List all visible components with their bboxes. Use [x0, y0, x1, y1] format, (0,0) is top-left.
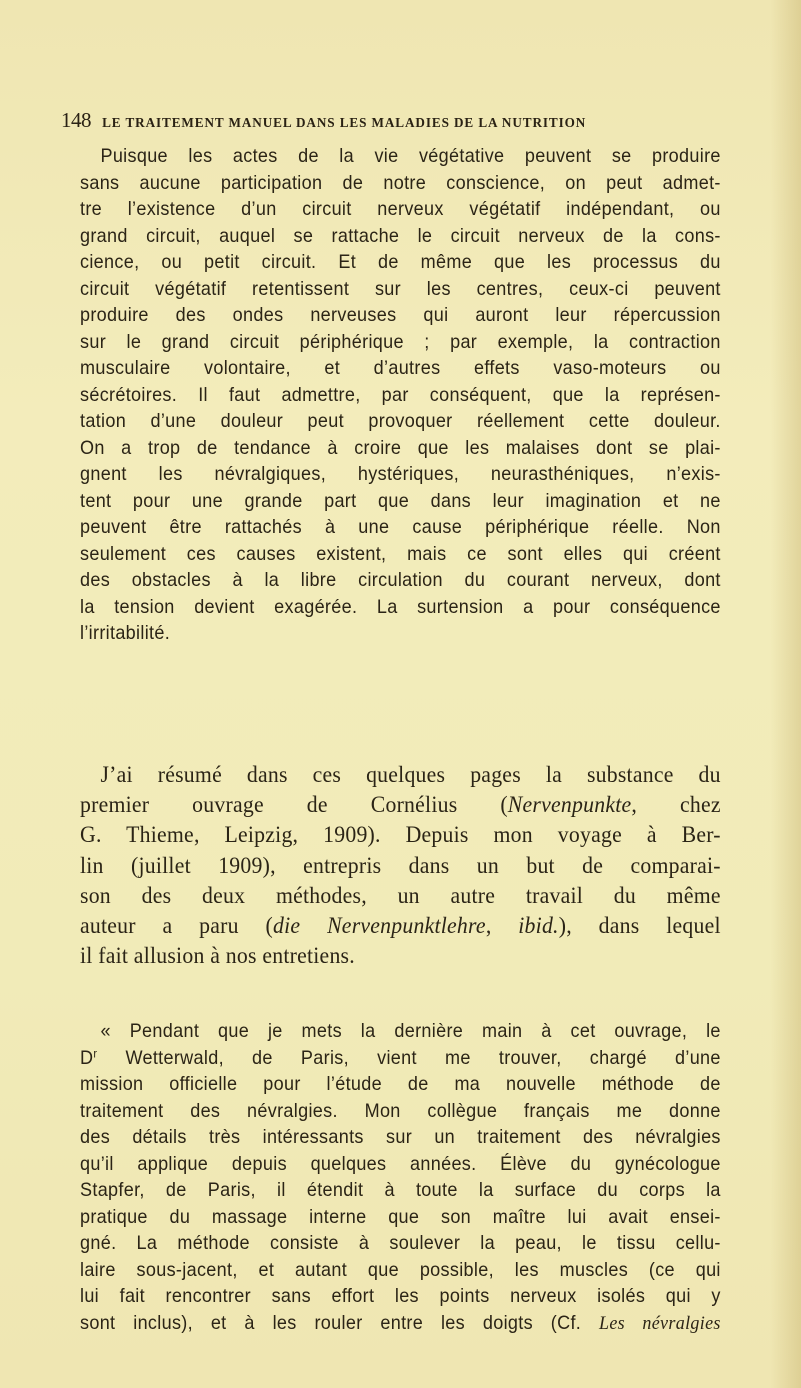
- book-title-italic: die Nervenpunktlehre: [273, 913, 486, 940]
- text-line: produire des ondes nerveuses qui auront leur répercussion: [80, 304, 721, 326]
- running-title: LE TRAITEMENT MANUEL DANS LES MALADIES DE LA NUTRITION: [102, 115, 587, 130]
- text-run: premier ouvrage de Cornélius (: [80, 792, 508, 819]
- text-line: Stapfer, de Paris, il étendit à toute la surface du corps la: [80, 1179, 721, 1201]
- text-line: cience, ou petit circuit. Et de même que les processus du: [80, 251, 721, 273]
- text-line: sur le grand circuit périphérique ; par exemple, la contraction: [80, 330, 721, 353]
- superscript: r: [93, 1047, 98, 1061]
- text-line: [80, 1310, 721, 1338]
- text-line: Puisque les actes de la vie végétative peuvent se produire: [100, 145, 721, 167]
- book-title-italic: Nervenpunkte: [507, 792, 632, 819]
- text-run: , chez: [631, 792, 721, 819]
- text-line: traitement des névralgies. Mon collègue français me donne: [80, 1099, 721, 1122]
- text-line: tent pour une grande part que dans leur imagination et ne: [80, 489, 721, 512]
- text-line: la tension devient exagérée. La surtension a pour conséquence: [80, 595, 721, 618]
- text-line: [80, 911, 721, 941]
- ibid-italic: ibid.: [518, 913, 559, 940]
- text-line: qu’il applique depuis quelques années. Élève du gynécologue: [80, 1152, 721, 1175]
- running-header: [61, 108, 741, 133]
- text-line: On a trop de tendance à croire que les malaises dont se plai-: [80, 436, 721, 459]
- text-run: Wetterwald, de Paris, vient me trouver, chargé d’une: [97, 1046, 721, 1069]
- text-line: lui fait rencontrer sans effort les points nerveux isolés qui y: [80, 1285, 721, 1307]
- text-line: des obstacles à la libre circulation du courant nerveux, dont: [80, 569, 721, 591]
- text-line: gnent les névralgiques, hystériques, neurasthéniques, n’exis-: [80, 463, 721, 485]
- text-line: [80, 790, 721, 820]
- text-run: auteur a paru (: [80, 913, 274, 940]
- text-line: l’irritabilité.: [80, 622, 171, 644]
- text-line: G. Thieme, Leipzig, 1909). Depuis mon voyage à Ber-: [80, 822, 721, 849]
- text-line: peuvent être rattachés à une cause périphérique réelle. Non: [80, 516, 721, 538]
- text-line: des détails très intéressants sur un traitement des névralgies: [80, 1126, 721, 1148]
- text-line: lin (juillet 1909), entrepris dans un but de comparai-: [80, 852, 721, 879]
- paragraph-vegetative-circuit: [80, 143, 721, 647]
- text-line: grand circuit, auquel se rattache le circuit nerveux de la cons-: [80, 224, 721, 247]
- text-line: tation d’une douleur peut provoquer réellement cette douleur.: [80, 410, 721, 432]
- paragraph-quotation: [80, 1018, 721, 1337]
- text-run: ,: [485, 913, 519, 940]
- text-line: « Pendant que je mets la dernière main à cet ouvrage, le: [100, 1020, 721, 1042]
- text-run: ), dans lequel: [558, 913, 721, 940]
- text-line: mission officielle pour l’étude de ma nouvelle méthode de: [80, 1073, 721, 1095]
- text-line: seulement ces causes existent, mais ce sont elles qui créent: [80, 542, 721, 565]
- text-line: [80, 1045, 721, 1072]
- text-line: circuit végétatif retentissent sur les centres, ceux-ci peuvent: [80, 277, 721, 300]
- text-line: sécrétoires. Il faut admettre, par conséquent, que la représen-: [80, 383, 721, 406]
- page-number: 148: [61, 108, 91, 132]
- paragraph-cornelius-summary: [80, 760, 721, 971]
- text-line: gné. La méthode consiste à soulever la peau, le tissu cellu-: [80, 1232, 721, 1254]
- text-line: pratique du massage interne que son maître lui avait ensei-: [80, 1205, 721, 1228]
- text-line: laire sous-jacent, et autant que possible, les muscles (ce qui: [80, 1258, 721, 1281]
- text-run: D: [80, 1046, 94, 1069]
- text-line: tre l’existence d’un circuit nerveux végétatif indépendant, ou: [80, 198, 721, 220]
- text-line: il fait allusion à nos entretiens.: [80, 943, 355, 970]
- text-line: son des deux méthodes, un autre travail du même: [80, 882, 721, 909]
- book-title-italic: Les névralgies: [598, 1312, 721, 1334]
- text-run: sont inclus), et à les rouler entre les doigts (Cf.: [80, 1311, 599, 1334]
- text-line: J’ai résumé dans ces quelques pages la substance du: [100, 762, 721, 788]
- text-line: sans aucune participation de notre conscience, on peut admet-: [80, 171, 721, 194]
- text-line: musculaire volontaire, et d’autres effets vaso-moteurs ou: [80, 357, 721, 379]
